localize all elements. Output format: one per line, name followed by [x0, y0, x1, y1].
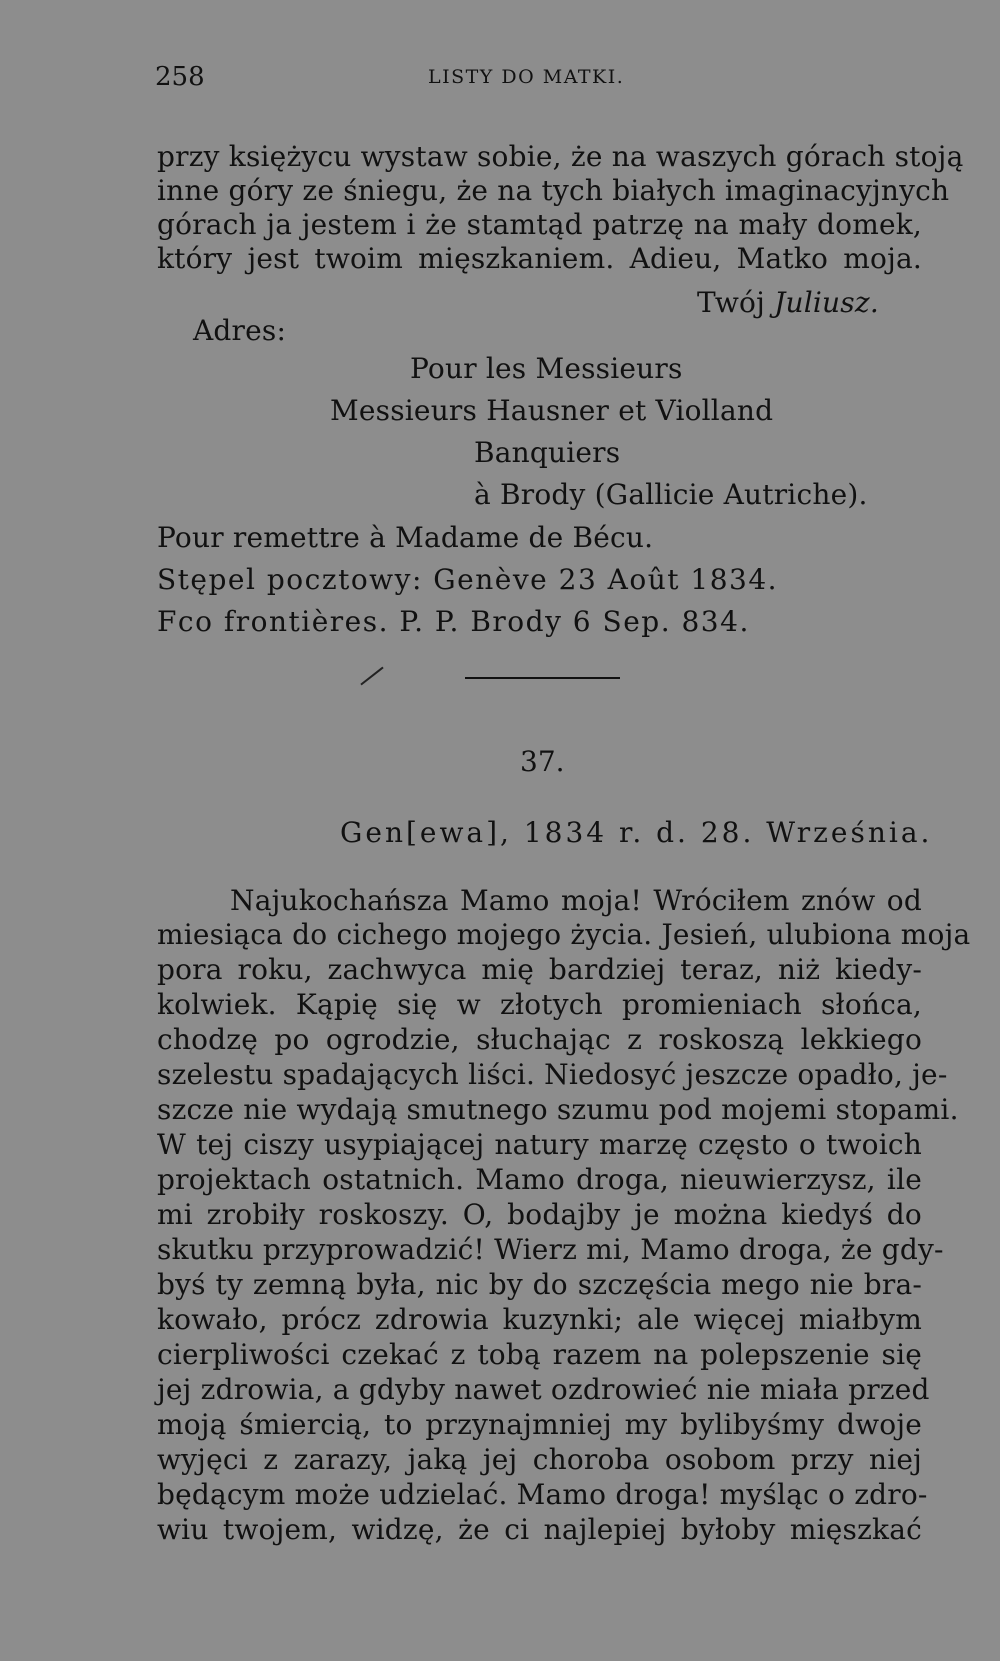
signature-prefix: Twój: [697, 286, 765, 319]
text-line: inne góry ze śniegu, że na tych białych imaginacyjnych: [157, 174, 950, 207]
text-line: W tej ciszy usypiającej natury marzę często o twoich: [157, 1128, 922, 1161]
franco-note: Fco frontières. P. P. Brody 6 Sep. 834.: [157, 605, 750, 638]
letter-number: 37.: [520, 745, 565, 778]
text-line: przy księżycu wystaw sobie, że na waszych górach stoją: [157, 140, 964, 173]
address-line: Pour les Messieurs: [410, 352, 683, 385]
address-line: Banquiers: [474, 436, 621, 469]
text-line: górach ja jestem i że stamtąd patrzę na mały domek,: [157, 208, 922, 241]
remit-note: Pour remettre à Madame de Bécu.: [157, 521, 654, 554]
letter-dateline: Gen[ewa], 1834 r. d. 28. Września.: [340, 816, 933, 849]
text-line: wiu twojem, widzę, że ci najlepiej byłoby mięszkać: [157, 1513, 922, 1546]
text-line: cierpliwości czekać z tobą razem na polepszenie się: [157, 1338, 922, 1371]
text-line: chodzę po ogrodzie, słuchając z roskoszą lekkiego: [157, 1023, 922, 1056]
section-divider: [465, 677, 620, 679]
address-line: Messieurs Hausner et Violland: [330, 394, 774, 427]
text-line: pora roku, zachwyca mię bardziej teraz, niż kiedy-: [157, 953, 922, 986]
address-line: à Brody (Gallicie Autriche).: [474, 478, 868, 511]
text-line: projektach ostatnich. Mamo droga, nieuwierzysz, ile: [157, 1163, 922, 1196]
address-label: Adres:: [193, 314, 287, 347]
text-line: skutku przyprowadzić! Wierz mi, Mamo droga, że gdy-: [157, 1233, 944, 1266]
text-line: będącym może udzielać. Mamo droga! myśląc o zdro-: [157, 1478, 928, 1511]
text-line: Najukochańsza Mamo moja! Wróciłem znów od: [230, 884, 922, 917]
running-title: LISTY DO MATKI.: [428, 66, 625, 88]
signature: [697, 286, 879, 320]
text-line: szcze nie wydają smutnego szumu pod mojemi stopami.: [157, 1093, 959, 1126]
text-line: miesiąca do cichego mojego życia. Jesień, ulubiona moja: [157, 918, 971, 951]
text-line: szelestu spadających liści. Niedosyć jeszcze opadło, je-: [157, 1058, 948, 1091]
text-line: kolwiek. Kąpię się w złotych promieniach słońca,: [157, 988, 922, 1021]
text-line: który jest twoim mięszkaniem. Adieu, Matko moja.: [157, 242, 922, 275]
pen-mark: [360, 667, 383, 686]
text-line: jej zdrowia, a gdyby nawet ozdrowieć nie miała przed: [157, 1373, 930, 1406]
text-line: moją śmiercią, to przynajmniej my bylibyśmy dwoje: [157, 1408, 922, 1441]
text-line: byś ty zemną była, nic by do szczęścia mego nie bra-: [157, 1268, 922, 1301]
text-line: kowało, prócz zdrowia kuzynki; ale więcej miałbym: [157, 1303, 922, 1336]
postal-stamp: Stępel pocztowy: Genève 23 Août 1834.: [157, 563, 779, 596]
signature-name: Juliusz.: [774, 286, 879, 319]
page-number: 258: [155, 62, 205, 92]
text-line: wyjęci z zarazy, jaką jej choroba osobom przy niej: [157, 1443, 922, 1476]
text-line: mi zrobiły roskoszy. O, bodajby je można kiedyś do: [157, 1198, 922, 1231]
